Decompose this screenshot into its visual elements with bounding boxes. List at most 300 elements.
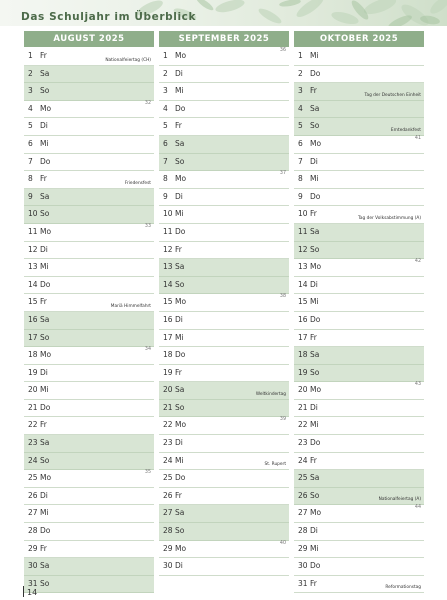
day-number: 5 <box>298 121 303 131</box>
day-number: 30 <box>28 561 38 571</box>
weekday-label: Mo <box>310 508 322 518</box>
day-row <box>294 417 424 435</box>
day-row <box>159 171 289 189</box>
weekday-label: Mi <box>310 297 319 307</box>
holiday-label: Nationalfeiertag (A) <box>378 497 421 503</box>
day-number: 31 <box>298 578 308 588</box>
day-number: 10 <box>28 209 38 219</box>
day-list <box>159 48 289 576</box>
day-row <box>24 242 154 260</box>
weekday-label: Sa <box>40 314 50 324</box>
day-number: 18 <box>163 350 173 360</box>
day-row <box>159 259 289 277</box>
day-row <box>159 136 289 154</box>
day-number: 27 <box>28 508 38 518</box>
weekday-label: Mo <box>175 174 187 184</box>
day-row <box>159 400 289 418</box>
weekday-label: Do <box>175 473 186 483</box>
day-number: 19 <box>298 367 308 377</box>
day-row <box>24 470 154 488</box>
weekday-label: Do <box>310 314 321 324</box>
day-number: 13 <box>298 262 308 272</box>
weekday-label: Fr <box>40 543 47 553</box>
day-number: 4 <box>298 103 303 113</box>
day-row <box>24 365 154 383</box>
day-number: 20 <box>163 385 173 395</box>
week-number: 40 <box>279 540 286 546</box>
day-row <box>24 488 154 506</box>
day-row <box>24 48 154 66</box>
week-number: 35 <box>144 470 151 476</box>
day-row <box>159 505 289 523</box>
day-number: 7 <box>28 156 33 166</box>
day-row <box>24 83 154 101</box>
day-row <box>294 347 424 365</box>
weekday-label: Mo <box>175 297 187 307</box>
day-row <box>159 382 289 400</box>
day-number: 22 <box>28 420 38 430</box>
holiday-label: Tag der Volksabstimmung (A) <box>358 215 421 221</box>
weekday-label: Mi <box>40 138 49 148</box>
day-number: 17 <box>163 332 173 342</box>
weekday-label: Fr <box>175 490 182 500</box>
weekday-label: Do <box>40 526 51 536</box>
day-row <box>24 312 154 330</box>
day-list <box>294 48 424 593</box>
week-number: 41 <box>414 135 421 141</box>
weekday-label: Do <box>310 438 321 448</box>
weekday-label: Di <box>40 490 48 500</box>
weekday-label: Fr <box>175 121 182 131</box>
day-row <box>24 118 154 136</box>
day-row <box>159 48 289 66</box>
day-list <box>24 48 154 593</box>
month-header: AUGUST 2025 <box>24 31 154 47</box>
day-row <box>294 330 424 348</box>
day-number: 30 <box>298 561 308 571</box>
weekday-label: Mo <box>310 385 322 395</box>
day-row <box>294 294 424 312</box>
weekday-label: Fr <box>310 578 317 588</box>
weekday-label: Mo <box>175 420 187 430</box>
day-row <box>159 365 289 383</box>
day-number: 15 <box>298 297 308 307</box>
weekday-label: Sa <box>310 226 320 236</box>
weekday-label: Mo <box>40 350 52 360</box>
holiday-label: Reformationstag <box>385 585 421 591</box>
day-number: 16 <box>298 314 308 324</box>
day-number: 9 <box>163 191 168 201</box>
day-number: 12 <box>28 244 38 254</box>
day-row <box>294 277 424 295</box>
weekday-label: Di <box>175 438 183 448</box>
day-row <box>294 523 424 541</box>
day-number: 25 <box>298 473 308 483</box>
day-row <box>159 470 289 488</box>
day-row <box>24 523 154 541</box>
weekday-label: Fr <box>310 332 317 342</box>
weekday-label: Di <box>310 526 318 536</box>
day-number: 18 <box>28 350 38 360</box>
day-row <box>294 259 424 277</box>
day-number: 14 <box>298 279 308 289</box>
day-row <box>159 330 289 348</box>
weekday-label: So <box>175 156 185 166</box>
day-number: 21 <box>163 402 173 412</box>
day-row <box>24 558 154 576</box>
day-number: 11 <box>28 226 38 236</box>
day-number: 6 <box>298 138 303 148</box>
day-number: 26 <box>163 490 173 500</box>
day-row <box>24 576 154 594</box>
day-number: 11 <box>298 226 308 236</box>
day-row <box>294 453 424 471</box>
week-number: 36 <box>279 48 286 53</box>
day-number: 15 <box>163 297 173 307</box>
day-row <box>24 400 154 418</box>
day-row <box>294 118 424 136</box>
day-row <box>24 66 154 84</box>
weekday-label: So <box>40 209 50 219</box>
day-number: 18 <box>298 350 308 360</box>
day-number: 9 <box>298 191 303 201</box>
weekday-label: Di <box>175 561 183 571</box>
day-number: 24 <box>163 455 173 465</box>
day-number: 25 <box>28 473 38 483</box>
page-number-rule <box>23 586 24 597</box>
day-row <box>294 48 424 66</box>
weekday-label: Do <box>175 103 186 113</box>
weekday-label: Mo <box>40 103 52 113</box>
day-row <box>294 66 424 84</box>
weekday-label: So <box>175 402 185 412</box>
weekday-label: Mi <box>40 508 49 518</box>
week-number: 39 <box>279 417 286 423</box>
week-number: 37 <box>279 171 286 177</box>
day-number: 21 <box>298 402 308 412</box>
weekday-label: Do <box>175 226 186 236</box>
week-number: 42 <box>414 259 421 265</box>
day-row <box>159 224 289 242</box>
day-number: 6 <box>28 138 33 148</box>
day-number: 30 <box>163 561 173 571</box>
weekday-label: Di <box>40 367 48 377</box>
day-number: 24 <box>28 455 38 465</box>
day-number: 14 <box>28 279 38 289</box>
weekday-label: Fr <box>175 367 182 377</box>
day-number: 4 <box>163 103 168 113</box>
weekday-label: So <box>310 121 320 131</box>
weekday-label: Di <box>175 191 183 201</box>
day-number: 22 <box>163 420 173 430</box>
day-row <box>294 189 424 207</box>
day-row <box>159 558 289 576</box>
weekday-label: So <box>40 86 50 96</box>
day-row <box>24 224 154 242</box>
day-row <box>24 382 154 400</box>
day-number: 17 <box>28 332 38 342</box>
day-number: 3 <box>163 86 168 96</box>
day-row <box>159 242 289 260</box>
weekday-label: Mi <box>175 332 184 342</box>
day-number: 6 <box>163 138 168 148</box>
day-number: 27 <box>163 508 173 518</box>
day-number: 20 <box>298 385 308 395</box>
weekday-label: Do <box>175 350 186 360</box>
day-number: 19 <box>163 367 173 377</box>
day-number: 29 <box>298 543 308 553</box>
weekday-label: Fr <box>310 209 317 219</box>
day-number: 11 <box>163 226 173 236</box>
day-number: 29 <box>28 543 38 553</box>
day-number: 1 <box>298 51 303 60</box>
day-row <box>294 576 424 594</box>
weekday-label: Do <box>40 156 51 166</box>
weekday-label: Sa <box>175 138 185 148</box>
weekday-label: Mo <box>310 138 322 148</box>
weekday-label: Mo <box>40 226 52 236</box>
weekday-label: Fr <box>40 51 47 60</box>
weekday-label: Sa <box>175 508 185 518</box>
weekday-label: So <box>40 455 50 465</box>
weekday-label: Mi <box>175 455 184 465</box>
month-column-oktober <box>294 31 424 593</box>
weekday-label: Di <box>310 279 318 289</box>
day-number: 2 <box>28 68 33 78</box>
day-number: 23 <box>28 438 38 448</box>
weekday-label: Mo <box>175 543 187 553</box>
weekday-label: Mi <box>310 420 319 430</box>
day-row <box>294 382 424 400</box>
day-number: 28 <box>298 526 308 536</box>
weekday-label: Mo <box>40 473 52 483</box>
day-row <box>159 453 289 471</box>
day-number: 31 <box>28 578 38 588</box>
day-number: 23 <box>298 438 308 448</box>
day-row <box>159 189 289 207</box>
weekday-label: Di <box>40 121 48 131</box>
day-row <box>24 259 154 277</box>
day-number: 8 <box>298 174 303 184</box>
weekday-label: Sa <box>40 191 50 201</box>
day-number: 13 <box>28 262 38 272</box>
day-row <box>24 136 154 154</box>
day-number: 17 <box>298 332 308 342</box>
day-row <box>159 523 289 541</box>
day-number: 23 <box>163 438 173 448</box>
weekday-label: Di <box>310 156 318 166</box>
day-number: 14 <box>163 279 173 289</box>
day-number: 2 <box>163 68 168 78</box>
day-row <box>159 435 289 453</box>
day-number: 27 <box>298 508 308 518</box>
day-number: 28 <box>28 526 38 536</box>
day-number: 25 <box>163 473 173 483</box>
day-number: 8 <box>28 174 33 184</box>
weekday-label: Di <box>175 68 183 78</box>
day-row <box>294 541 424 559</box>
page-title: Das Schuljahr im Überblick <box>21 11 197 23</box>
holiday-label: Nationalfeiertag (CH) <box>105 57 151 63</box>
weekday-label: So <box>40 578 50 588</box>
day-number: 7 <box>163 156 168 166</box>
weekday-label: Mi <box>310 51 319 60</box>
day-row <box>294 206 424 224</box>
week-number: 34 <box>144 347 151 353</box>
week-number: 43 <box>414 382 421 388</box>
weekday-label: Fr <box>40 297 47 307</box>
weekday-label: Mo <box>310 262 322 272</box>
weekday-label: So <box>310 244 320 254</box>
day-row <box>294 171 424 189</box>
day-number: 10 <box>163 209 173 219</box>
day-number: 26 <box>28 490 38 500</box>
day-number: 4 <box>28 103 33 113</box>
weekday-label: Mi <box>175 86 184 96</box>
day-number: 2 <box>298 68 303 78</box>
weekday-label: Di <box>175 314 183 324</box>
day-row <box>294 505 424 523</box>
weekday-label: Mi <box>310 543 319 553</box>
day-number: 12 <box>298 244 308 254</box>
day-row <box>294 435 424 453</box>
week-number: 38 <box>279 294 286 300</box>
day-row <box>159 83 289 101</box>
day-row <box>159 66 289 84</box>
day-row <box>24 417 154 435</box>
day-row <box>159 277 289 295</box>
weekday-label: Mi <box>310 174 319 184</box>
month-column-september <box>159 31 289 576</box>
day-row <box>24 277 154 295</box>
day-number: 16 <box>28 314 38 324</box>
day-row <box>294 400 424 418</box>
day-number: 15 <box>28 297 38 307</box>
day-row <box>24 101 154 119</box>
weekday-label: Mi <box>40 385 49 395</box>
week-number: 33 <box>144 223 151 229</box>
day-row <box>159 312 289 330</box>
day-row <box>294 488 424 506</box>
day-row <box>294 242 424 260</box>
weekday-label: So <box>40 332 50 342</box>
weekday-label: Sa <box>40 68 50 78</box>
weekday-label: Sa <box>40 561 50 571</box>
weekday-label: Fr <box>310 86 317 96</box>
holiday-label: Tag der Deutschen Einheit <box>364 92 421 98</box>
day-number: 1 <box>28 51 33 60</box>
month-header: OKTOBER 2025 <box>294 31 424 47</box>
holiday-label: Erntedankfest <box>390 127 421 133</box>
day-number: 12 <box>163 244 173 254</box>
day-row <box>159 541 289 559</box>
holiday-label: St. Rupert <box>264 462 286 468</box>
weekday-label: Sa <box>40 438 50 448</box>
weekday-label: So <box>175 279 185 289</box>
day-row <box>24 206 154 224</box>
day-row <box>159 294 289 312</box>
day-row <box>294 224 424 242</box>
week-number: 32 <box>144 100 151 106</box>
day-number: 16 <box>163 314 173 324</box>
weekday-label: Fr <box>310 455 317 465</box>
day-number: 29 <box>163 543 173 553</box>
day-number: 22 <box>298 420 308 430</box>
weekday-label: Sa <box>310 473 320 483</box>
day-row <box>159 101 289 119</box>
weekday-label: So <box>310 490 320 500</box>
day-row <box>24 294 154 312</box>
week-number: 44 <box>414 505 421 511</box>
day-row <box>159 347 289 365</box>
weekday-label: Do <box>40 279 51 289</box>
day-row <box>159 154 289 172</box>
weekday-label: So <box>310 367 320 377</box>
day-row <box>294 154 424 172</box>
weekday-label: Fr <box>175 244 182 254</box>
weekday-label: Sa <box>310 350 320 360</box>
day-number: 13 <box>163 262 173 272</box>
day-number: 10 <box>298 209 308 219</box>
day-number: 28 <box>163 526 173 536</box>
weekday-label: Di <box>40 244 48 254</box>
weekday-label: Mi <box>175 209 184 219</box>
page-number: 14 <box>27 588 38 597</box>
day-row <box>294 136 424 154</box>
day-row <box>294 470 424 488</box>
day-row <box>24 453 154 471</box>
day-row <box>159 206 289 224</box>
weekday-label: Fr <box>40 174 47 184</box>
weekday-label: Do <box>40 402 51 412</box>
day-row <box>159 118 289 136</box>
day-row <box>24 189 154 207</box>
day-number: 9 <box>28 191 33 201</box>
day-number: 3 <box>298 86 303 96</box>
day-number: 24 <box>298 455 308 465</box>
day-row <box>159 488 289 506</box>
day-row <box>24 505 154 523</box>
day-row <box>24 154 154 172</box>
day-number: 20 <box>28 385 38 395</box>
day-row <box>24 347 154 365</box>
day-row <box>159 417 289 435</box>
day-row <box>294 101 424 119</box>
weekday-label: Fr <box>40 420 47 430</box>
weekday-label: Mi <box>40 262 49 272</box>
day-row <box>294 365 424 383</box>
weekday-label: Do <box>310 191 321 201</box>
month-column-august <box>24 31 154 593</box>
day-number: 7 <box>298 156 303 166</box>
weekday-label: Sa <box>175 385 185 395</box>
weekday-label: Sa <box>175 262 185 272</box>
holiday-label: Friedensfest <box>124 180 151 186</box>
holiday-label: Mariä Himmelfahrt <box>110 303 151 309</box>
weekday-label: Mo <box>175 51 187 60</box>
day-row <box>24 171 154 189</box>
day-number: 1 <box>163 51 168 60</box>
day-number: 21 <box>28 402 38 412</box>
day-number: 3 <box>28 86 33 96</box>
weekday-label: Do <box>310 561 321 571</box>
holiday-label: Weltkindertag <box>255 391 286 397</box>
day-row <box>24 541 154 559</box>
day-number: 19 <box>28 367 38 377</box>
day-row <box>24 330 154 348</box>
weekday-label: Do <box>310 68 321 78</box>
day-row <box>294 312 424 330</box>
